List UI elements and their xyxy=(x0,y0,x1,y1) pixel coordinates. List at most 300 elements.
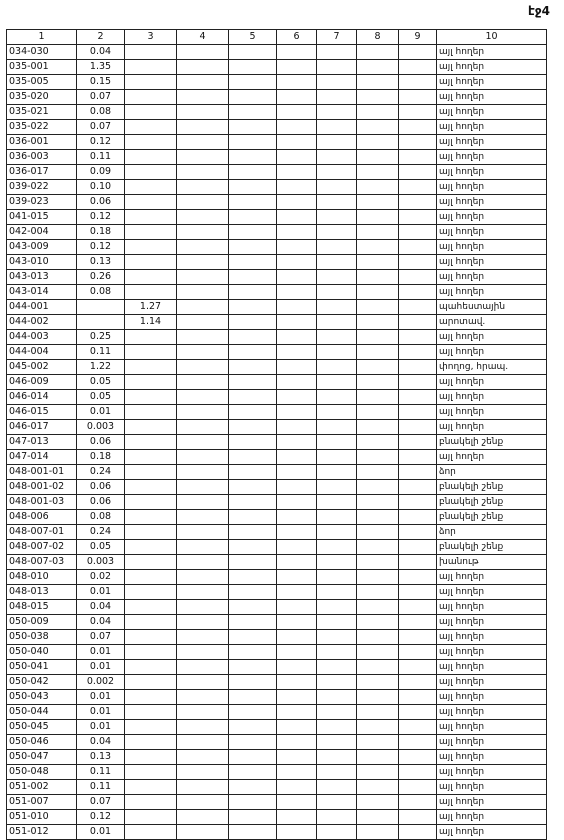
empty-cell xyxy=(177,255,229,270)
empty-cell xyxy=(277,180,317,195)
empty-cell xyxy=(229,645,277,660)
area-col3-cell xyxy=(125,675,177,690)
empty-cell xyxy=(357,585,399,600)
empty-cell xyxy=(317,735,357,750)
land-type-cell: այլ հողեր xyxy=(437,825,547,840)
area-col3-cell xyxy=(125,390,177,405)
empty-cell xyxy=(177,360,229,375)
empty-cell xyxy=(357,195,399,210)
parcel-code-cell: 050-038 xyxy=(7,630,77,645)
empty-cell xyxy=(357,750,399,765)
empty-cell xyxy=(277,270,317,285)
empty-cell xyxy=(277,825,317,840)
land-type-cell: այլ հողեր xyxy=(437,780,547,795)
empty-cell xyxy=(277,345,317,360)
parcel-code-cell: 046-014 xyxy=(7,390,77,405)
empty-cell xyxy=(277,765,317,780)
empty-cell xyxy=(317,555,357,570)
empty-cell xyxy=(277,150,317,165)
column-header: 6 xyxy=(277,30,317,45)
land-type-cell: այլ հողեր xyxy=(437,330,547,345)
area-col3-cell xyxy=(125,345,177,360)
land-type-cell: այլ հողեր xyxy=(437,105,547,120)
empty-cell xyxy=(357,450,399,465)
column-header: 10 xyxy=(437,30,547,45)
empty-cell xyxy=(399,210,437,225)
empty-cell xyxy=(317,360,357,375)
empty-cell xyxy=(399,510,437,525)
parcel-code-cell: 044-004 xyxy=(7,345,77,360)
area-cell: 0.08 xyxy=(77,285,125,300)
table-row xyxy=(7,60,547,75)
empty-cell xyxy=(317,750,357,765)
empty-cell xyxy=(317,585,357,600)
parcel-code-cell: 048-001-01 xyxy=(7,465,77,480)
land-type-cell: այլ հողեր xyxy=(437,195,547,210)
empty-cell xyxy=(277,75,317,90)
area-cell: 0.01 xyxy=(77,660,125,675)
land-type-cell: այլ հողեր xyxy=(437,270,547,285)
parcel-code-cell: 050-009 xyxy=(7,615,77,630)
empty-cell xyxy=(399,600,437,615)
table-row xyxy=(7,615,547,630)
empty-cell xyxy=(357,660,399,675)
empty-cell xyxy=(357,315,399,330)
table-row xyxy=(7,270,547,285)
empty-cell xyxy=(177,675,229,690)
empty-cell xyxy=(177,810,229,825)
empty-cell xyxy=(399,720,437,735)
empty-cell xyxy=(357,255,399,270)
empty-cell xyxy=(277,645,317,660)
empty-cell xyxy=(177,720,229,735)
parcel-code-cell: 043-014 xyxy=(7,285,77,300)
empty-cell xyxy=(229,345,277,360)
land-type-cell: այլ հողեր xyxy=(437,90,547,105)
area-cell: 0.18 xyxy=(77,225,125,240)
land-register-table xyxy=(6,29,547,840)
empty-cell xyxy=(399,225,437,240)
area-cell: 0.002 xyxy=(77,675,125,690)
empty-cell xyxy=(229,540,277,555)
empty-cell xyxy=(317,210,357,225)
empty-cell xyxy=(277,675,317,690)
empty-cell xyxy=(399,270,437,285)
parcel-code-cell: 046-015 xyxy=(7,405,77,420)
empty-cell xyxy=(229,600,277,615)
land-type-cell: այլ հողեր xyxy=(437,285,547,300)
empty-cell xyxy=(399,45,437,60)
empty-cell xyxy=(177,465,229,480)
empty-cell xyxy=(277,525,317,540)
empty-cell xyxy=(277,435,317,450)
empty-cell xyxy=(177,615,229,630)
empty-cell xyxy=(229,780,277,795)
table-row xyxy=(7,345,547,360)
table-row xyxy=(7,735,547,750)
empty-cell xyxy=(317,285,357,300)
page-number: էջ4 xyxy=(527,4,550,18)
area-cell: 0.12 xyxy=(77,210,125,225)
empty-cell xyxy=(317,615,357,630)
area-col3-cell xyxy=(125,810,177,825)
table-row xyxy=(7,75,547,90)
empty-cell xyxy=(177,525,229,540)
area-cell: 0.02 xyxy=(77,570,125,585)
empty-cell xyxy=(317,705,357,720)
area-cell: 0.01 xyxy=(77,405,125,420)
area-cell: 0.24 xyxy=(77,525,125,540)
area-col3-cell xyxy=(125,465,177,480)
area-cell: 0.06 xyxy=(77,435,125,450)
empty-cell xyxy=(177,90,229,105)
table-row xyxy=(7,630,547,645)
empty-cell xyxy=(357,690,399,705)
table-row xyxy=(7,120,547,135)
empty-cell xyxy=(317,420,357,435)
parcel-code-cell: 042-004 xyxy=(7,225,77,240)
area-col3-cell xyxy=(125,420,177,435)
empty-cell xyxy=(399,60,437,75)
land-type-cell: այլ հողեր xyxy=(437,345,547,360)
area-col3-cell xyxy=(125,180,177,195)
empty-cell xyxy=(357,75,399,90)
empty-cell xyxy=(317,270,357,285)
area-cell: 0.06 xyxy=(77,495,125,510)
empty-cell xyxy=(399,120,437,135)
empty-cell xyxy=(277,195,317,210)
empty-cell xyxy=(229,195,277,210)
area-cell: 0.26 xyxy=(77,270,125,285)
empty-cell xyxy=(177,315,229,330)
land-type-cell: այլ հողեր xyxy=(437,810,547,825)
parcel-code-cell: 041-015 xyxy=(7,210,77,225)
empty-cell xyxy=(399,345,437,360)
empty-cell xyxy=(277,630,317,645)
header-row xyxy=(7,30,547,45)
empty-cell xyxy=(229,765,277,780)
land-type-cell: այլ հողեր xyxy=(437,645,547,660)
empty-cell xyxy=(399,450,437,465)
parcel-code-cell: 046-009 xyxy=(7,375,77,390)
land-type-cell: բնակելի շենք xyxy=(437,435,547,450)
land-type-cell: այլ հողեր xyxy=(437,615,547,630)
parcel-code-cell: 048-007-03 xyxy=(7,555,77,570)
empty-cell xyxy=(399,360,437,375)
empty-cell xyxy=(357,60,399,75)
area-cell: 0.01 xyxy=(77,720,125,735)
empty-cell xyxy=(399,165,437,180)
empty-cell xyxy=(229,210,277,225)
area-col3-cell xyxy=(125,450,177,465)
land-type-cell: այլ հողեր xyxy=(437,375,547,390)
land-type-cell: այլ հողեր xyxy=(437,570,547,585)
land-type-cell: բնակելի շենք xyxy=(437,480,547,495)
area-cell: 0.01 xyxy=(77,705,125,720)
empty-cell xyxy=(277,390,317,405)
parcel-code-cell: 048-007-01 xyxy=(7,525,77,540)
table-row xyxy=(7,210,547,225)
area-col3-cell xyxy=(125,795,177,810)
empty-cell xyxy=(229,480,277,495)
table-row xyxy=(7,480,547,495)
empty-cell xyxy=(317,570,357,585)
parcel-code-cell: 048-010 xyxy=(7,570,77,585)
parcel-code-cell: 050-042 xyxy=(7,675,77,690)
land-type-cell: այլ հողեր xyxy=(437,450,547,465)
empty-cell xyxy=(177,60,229,75)
empty-cell xyxy=(177,210,229,225)
empty-cell xyxy=(177,390,229,405)
land-type-cell: խանութ xyxy=(437,555,547,570)
area-cell: 0.18 xyxy=(77,450,125,465)
empty-cell xyxy=(399,795,437,810)
empty-cell xyxy=(277,255,317,270)
empty-cell xyxy=(399,150,437,165)
area-col3-cell xyxy=(125,660,177,675)
land-type-cell: այլ հողեր xyxy=(437,75,547,90)
empty-cell xyxy=(229,435,277,450)
empty-cell xyxy=(177,690,229,705)
empty-cell xyxy=(317,90,357,105)
table-row xyxy=(7,765,547,780)
empty-cell xyxy=(277,225,317,240)
column-header: 7 xyxy=(317,30,357,45)
empty-cell xyxy=(229,570,277,585)
empty-cell xyxy=(399,240,437,255)
empty-cell xyxy=(357,495,399,510)
empty-cell xyxy=(229,615,277,630)
column-header: 5 xyxy=(229,30,277,45)
empty-cell xyxy=(399,420,437,435)
empty-cell xyxy=(177,765,229,780)
area-cell: 0.01 xyxy=(77,645,125,660)
empty-cell xyxy=(277,240,317,255)
table-row xyxy=(7,495,547,510)
empty-cell xyxy=(277,750,317,765)
parcel-code-cell: 047-013 xyxy=(7,435,77,450)
empty-cell xyxy=(229,420,277,435)
empty-cell xyxy=(317,60,357,75)
empty-cell xyxy=(317,660,357,675)
land-type-cell: այլ հողեր xyxy=(437,420,547,435)
area-cell: 0.06 xyxy=(77,480,125,495)
table-row xyxy=(7,720,547,735)
empty-cell xyxy=(177,705,229,720)
empty-cell xyxy=(399,435,437,450)
empty-cell xyxy=(277,315,317,330)
area-col3-cell xyxy=(125,645,177,660)
empty-cell xyxy=(399,630,437,645)
parcel-code-cell: 050-048 xyxy=(7,765,77,780)
empty-cell xyxy=(357,210,399,225)
parcel-code-cell: 044-001 xyxy=(7,300,77,315)
empty-cell xyxy=(399,375,437,390)
empty-cell xyxy=(317,315,357,330)
area-cell: 0.04 xyxy=(77,615,125,630)
area-cell: 0.04 xyxy=(77,600,125,615)
table-row xyxy=(7,570,547,585)
land-type-cell: այլ հողեր xyxy=(437,600,547,615)
empty-cell xyxy=(177,135,229,150)
area-cell: 0.003 xyxy=(77,555,125,570)
empty-cell xyxy=(399,615,437,630)
table-row xyxy=(7,465,547,480)
table-row xyxy=(7,525,547,540)
table-row xyxy=(7,150,547,165)
empty-cell xyxy=(399,90,437,105)
area-cell: 0.11 xyxy=(77,765,125,780)
table-row xyxy=(7,555,547,570)
empty-cell xyxy=(229,300,277,315)
empty-cell xyxy=(177,570,229,585)
area-col3-cell xyxy=(125,615,177,630)
empty-cell xyxy=(277,720,317,735)
empty-cell xyxy=(357,105,399,120)
empty-cell xyxy=(177,630,229,645)
empty-cell xyxy=(229,630,277,645)
area-cell: 0.05 xyxy=(77,390,125,405)
empty-cell xyxy=(399,825,437,840)
empty-cell xyxy=(177,480,229,495)
parcel-code-cell: 035-020 xyxy=(7,90,77,105)
empty-cell xyxy=(357,165,399,180)
empty-cell xyxy=(317,795,357,810)
parcel-code-cell: 036-003 xyxy=(7,150,77,165)
parcel-code-cell: 050-045 xyxy=(7,720,77,735)
table-row xyxy=(7,330,547,345)
parcel-code-cell: 051-012 xyxy=(7,825,77,840)
area-cell: 0.07 xyxy=(77,795,125,810)
empty-cell xyxy=(357,270,399,285)
empty-cell xyxy=(277,660,317,675)
area-cell: 0.06 xyxy=(77,195,125,210)
empty-cell xyxy=(277,570,317,585)
area-col3-cell xyxy=(125,225,177,240)
empty-cell xyxy=(229,675,277,690)
empty-cell xyxy=(229,750,277,765)
area-col3-cell xyxy=(125,540,177,555)
empty-cell xyxy=(317,225,357,240)
empty-cell xyxy=(229,660,277,675)
empty-cell xyxy=(229,375,277,390)
empty-cell xyxy=(229,120,277,135)
parcel-code-cell: 050-041 xyxy=(7,660,77,675)
empty-cell xyxy=(399,330,437,345)
empty-cell xyxy=(317,525,357,540)
empty-cell xyxy=(399,750,437,765)
parcel-code-cell: 051-007 xyxy=(7,795,77,810)
empty-cell xyxy=(177,195,229,210)
land-type-cell: այլ հողեր xyxy=(437,240,547,255)
empty-cell xyxy=(229,180,277,195)
land-type-cell: այլ հողեր xyxy=(437,390,547,405)
table-row xyxy=(7,195,547,210)
empty-cell xyxy=(357,705,399,720)
area-cell: 0.01 xyxy=(77,690,125,705)
empty-cell xyxy=(229,75,277,90)
empty-cell xyxy=(277,360,317,375)
table-row xyxy=(7,810,547,825)
area-cell: 0.11 xyxy=(77,150,125,165)
empty-cell xyxy=(357,810,399,825)
empty-cell xyxy=(317,600,357,615)
parcel-code-cell: 035-022 xyxy=(7,120,77,135)
area-cell: 0.08 xyxy=(77,510,125,525)
empty-cell xyxy=(229,495,277,510)
area-col3-cell: 1.27 xyxy=(125,300,177,315)
empty-cell xyxy=(399,390,437,405)
empty-cell xyxy=(177,105,229,120)
empty-cell xyxy=(177,780,229,795)
land-type-cell: այլ հողեր xyxy=(437,585,547,600)
land-type-cell: այլ հողեր xyxy=(437,750,547,765)
empty-cell xyxy=(317,195,357,210)
area-cell: 0.003 xyxy=(77,420,125,435)
empty-cell xyxy=(177,600,229,615)
area-col3-cell xyxy=(125,525,177,540)
table-row xyxy=(7,660,547,675)
area-cell: 0.01 xyxy=(77,585,125,600)
empty-cell xyxy=(177,420,229,435)
empty-cell xyxy=(229,90,277,105)
empty-cell xyxy=(177,435,229,450)
empty-cell xyxy=(177,375,229,390)
empty-cell xyxy=(357,600,399,615)
land-type-cell: այլ հողեր xyxy=(437,405,547,420)
empty-cell xyxy=(277,330,317,345)
area-col3-cell xyxy=(125,735,177,750)
empty-cell xyxy=(229,735,277,750)
empty-cell xyxy=(357,420,399,435)
empty-cell xyxy=(317,675,357,690)
empty-cell xyxy=(177,510,229,525)
table-row xyxy=(7,540,547,555)
empty-cell xyxy=(357,405,399,420)
area-cell: 0.24 xyxy=(77,465,125,480)
area-cell: 0.13 xyxy=(77,255,125,270)
table-row xyxy=(7,690,547,705)
empty-cell xyxy=(229,825,277,840)
empty-cell xyxy=(317,495,357,510)
empty-cell xyxy=(277,300,317,315)
empty-cell xyxy=(229,285,277,300)
parcel-code-cell: 047-014 xyxy=(7,450,77,465)
area-col3-cell xyxy=(125,600,177,615)
parcel-code-cell: 050-040 xyxy=(7,645,77,660)
empty-cell xyxy=(357,540,399,555)
table-row xyxy=(7,135,547,150)
column-header: 8 xyxy=(357,30,399,45)
parcel-code-cell: 048-013 xyxy=(7,585,77,600)
empty-cell xyxy=(177,225,229,240)
empty-cell xyxy=(317,690,357,705)
column-header: 9 xyxy=(399,30,437,45)
empty-cell xyxy=(177,555,229,570)
empty-cell xyxy=(177,495,229,510)
empty-cell xyxy=(317,720,357,735)
empty-cell xyxy=(177,450,229,465)
land-type-cell: այլ հողեր xyxy=(437,60,547,75)
area-cell: 0.12 xyxy=(77,135,125,150)
area-col3-cell: 1.14 xyxy=(125,315,177,330)
table-row xyxy=(7,795,547,810)
empty-cell xyxy=(177,735,229,750)
empty-cell xyxy=(177,345,229,360)
empty-cell xyxy=(399,645,437,660)
empty-cell xyxy=(229,555,277,570)
parcel-code-cell: 036-017 xyxy=(7,165,77,180)
